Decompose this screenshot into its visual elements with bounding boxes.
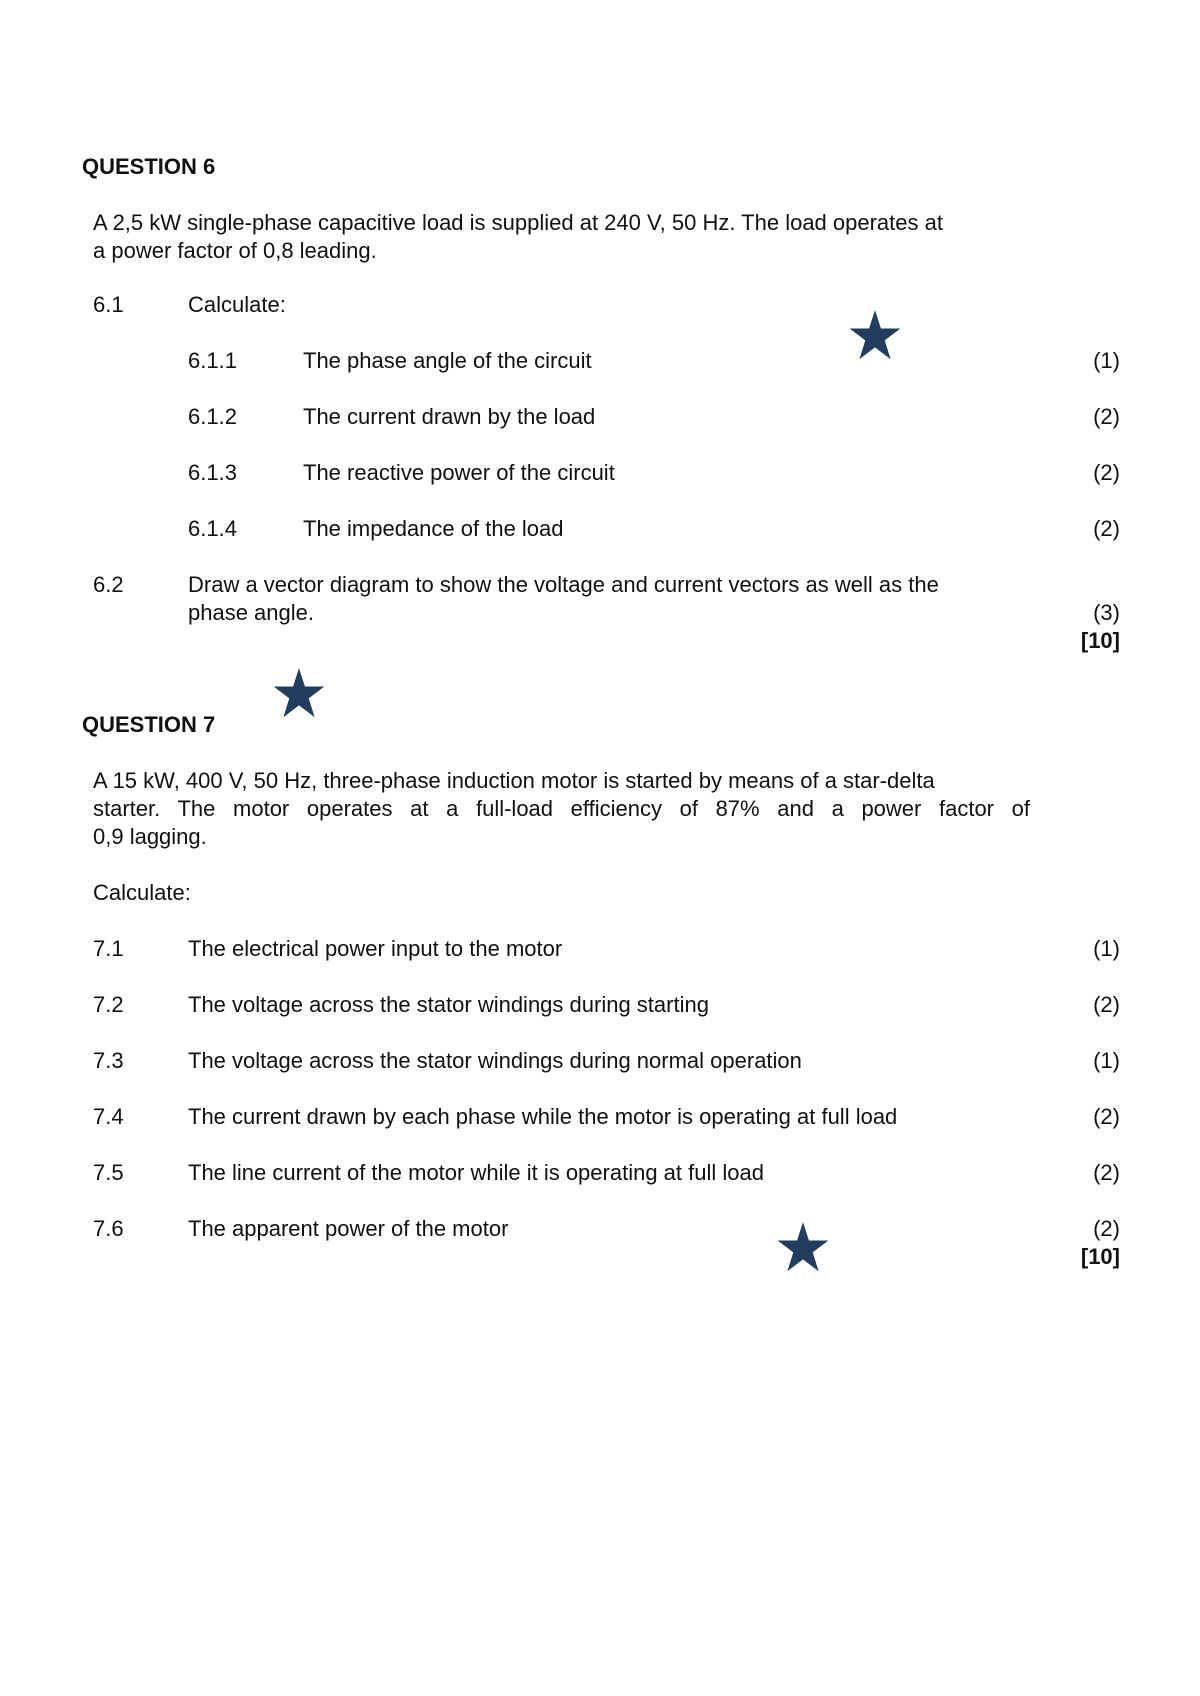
question-7-total-marks: [10] [1080, 1244, 1120, 1269]
item-6-1-3-number: 6.1.3 [188, 460, 237, 485]
item-7-3-number: 7.3 [93, 1048, 124, 1073]
star-icon [848, 308, 902, 362]
question-7-calculate-label: Calculate: [93, 880, 191, 905]
item-7-6-number: 7.6 [93, 1216, 124, 1241]
item-6-1-2-text: The current drawn by the load [303, 404, 596, 429]
question-6-intro-line-1: A 2,5 kW single-phase capacitive load is supplied at 240 V, 50 Hz. The load operates at [93, 210, 943, 235]
item-7-1-number: 7.1 [93, 936, 124, 961]
question-7-intro-line-3: 0,9 lagging. [93, 824, 207, 849]
item-6-1-3-marks: (2) [1093, 460, 1120, 485]
question-6-heading: QUESTION 6 [82, 154, 216, 179]
item-6-1-1-text: The phase angle of the circuit [303, 348, 592, 373]
item-6-1-4-text: The impedance of the load [303, 516, 564, 541]
item-6-1-2-number: 6.1.2 [188, 404, 237, 429]
item-7-5-text: The line current of the motor while it is operating at full load [188, 1160, 764, 1185]
star-icon [776, 1220, 830, 1274]
item-6-1-text: Calculate: [188, 292, 286, 317]
item-7-2-number: 7.2 [93, 992, 124, 1017]
item-6-1-4-number: 6.1.4 [188, 516, 237, 541]
item-7-6-marks: (2) [1093, 1216, 1120, 1241]
item-7-5-number: 7.5 [93, 1160, 124, 1185]
item-6-1-3-text: The reactive power of the circuit [303, 460, 615, 485]
item-6-1-2-marks: (2) [1093, 404, 1120, 429]
question-6-total-marks: [10] [1080, 628, 1120, 653]
item-6-1-number: 6.1 [93, 292, 124, 317]
item-6-1-4-marks: (2) [1093, 516, 1120, 541]
item-6-2-text-line-2: phase angle. [188, 600, 314, 625]
item-7-4-text: The current drawn by each phase while the motor is operating at full load [188, 1104, 898, 1129]
question-7-intro-line-2: starter. The motor operates at a full-load efficiency of 87% and a power factor of [93, 796, 1030, 821]
question-7-heading: QUESTION 7 [82, 712, 216, 737]
item-7-2-text: The voltage across the stator windings during starting [188, 992, 709, 1017]
item-7-5-marks: (2) [1093, 1160, 1120, 1185]
question-7-intro-line-1: A 15 kW, 400 V, 50 Hz, three-phase induction motor is started by means of a star-delta [93, 768, 935, 793]
item-6-1-1-marks: (1) [1093, 348, 1120, 373]
item-6-2-marks: (3) [1093, 600, 1120, 625]
item-7-1-text: The electrical power input to the motor [188, 936, 563, 961]
item-7-2-marks: (2) [1093, 992, 1120, 1017]
star-icon [272, 666, 326, 720]
question-6-intro-line-2: a power factor of 0,8 leading. [93, 238, 377, 263]
item-6-2-number: 6.2 [93, 572, 124, 597]
item-7-3-text: The voltage across the stator windings during normal operation [188, 1048, 802, 1073]
item-7-1-marks: (1) [1093, 936, 1120, 961]
item-6-2-text-line-1: Draw a vector diagram to show the voltage and current vectors as well as the [188, 572, 939, 597]
item-7-3-marks: (1) [1093, 1048, 1120, 1073]
item-6-1-1-number: 6.1.1 [188, 348, 237, 373]
item-7-6-text: The apparent power of the motor [188, 1216, 509, 1241]
item-7-4-marks: (2) [1093, 1104, 1120, 1129]
item-7-4-number: 7.4 [93, 1104, 124, 1129]
